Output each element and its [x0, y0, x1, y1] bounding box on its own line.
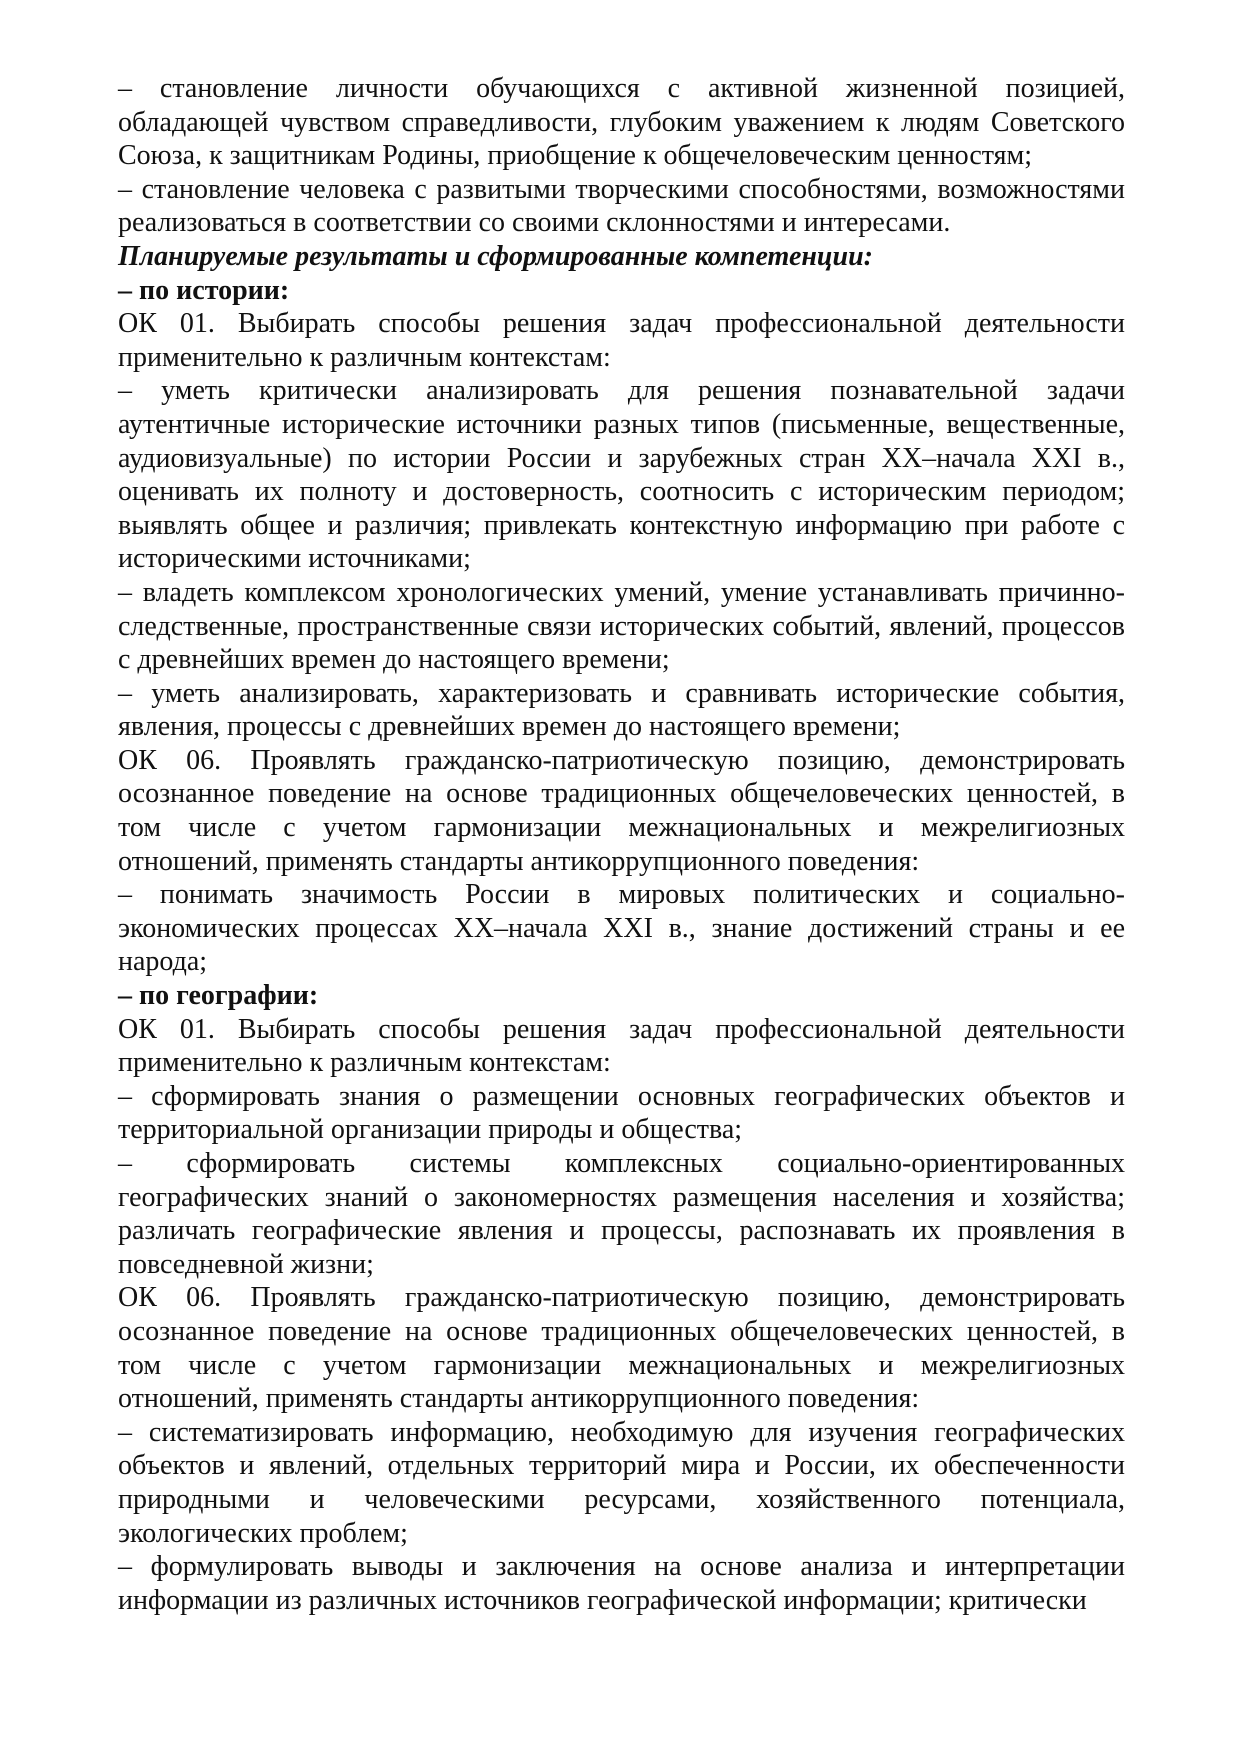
results-heading: Планируемые результаты и сформированные компетенции: — [118, 240, 873, 272]
competency-item: – уметь критически анализировать для решения познавательной задачи аутентичные исторические источники разных типов (письменные, вещественные, аудиовизуальные) по истории России и зарубежных стран XX–начала XXI в., оценивать их полноту и достоверность, соотносить с историческим периодом; выявлять общее и различия; привлекать контекстную информацию при работе с историческими источниками; — [118, 375, 1125, 575]
competency-ok06-title: ОК 06. Проявлять гражданско-патриотическую позицию, демонстрировать осознанное поведение на основе традиционных общечеловеческих ценностей, в том числе с учетом гармонизации межнациональных и межрелигиозных отношений, применять стандарты антикоррупционного поведения: — [118, 744, 1125, 877]
competency-item: – уметь анализировать, характеризовать и сравнивать исторические события, явления, процессы с древнейших времен до настоящего времени; — [118, 677, 1125, 743]
competency-ok01-title: ОК 01. Выбирать способы решения задач профессиональной деятельности применительно к различным контекстам: — [118, 1013, 1125, 1079]
competency-item: – сформировать знания о размещении основных географических объектов и территориальной организации природы и общества; — [118, 1080, 1125, 1146]
competency-item: – владеть комплексом хронологических умений, умение устанавливать причинно-следственные, пространственные связи исторических событий, явлений, процессов с древнейших времен до настоящего времени; — [118, 576, 1125, 676]
intro-item: – становление человека с развитыми творческими способностями, возможностями реализоваться в соответствии со своими склонностями и интересами. — [118, 173, 1125, 239]
competency-item: – сформировать системы комплексных социально-ориентированных географических знаний о закономерностях размещения населения и хозяйства; различать географические явления и процессы, распознавать их проявления в повседневной жизни; — [118, 1148, 1125, 1280]
competency-item: – систематизировать информацию, необходимую для изучения географических объектов и явлений, отдельных территорий мира и России, их обеспеченности природными и человеческими ресурсами, хозяйственного потенциала, экологических проблем; — [118, 1416, 1125, 1549]
document-page — [118, 72, 1125, 1617]
competency-item: – формулировать выводы и заключения на основе анализа и интерпретации информации из различных источников географической информации; критически — [118, 1551, 1125, 1616]
competency-ok01-title: ОК 01. Выбирать способы решения задач профессиональной деятельности применительно к различным контекстам: — [118, 308, 1125, 373]
geography-heading: – по географии: — [118, 980, 319, 1012]
history-heading: – по истории: — [118, 274, 290, 306]
history-section — [118, 274, 1125, 979]
intro-item: – становление личности обучающихся с активной жизненной позицией, обладающей чувством справедливости, глубоким уважением к людям Советского Союза, к защитникам Родины, приобщение к общечеловеческим ценностям; — [118, 73, 1125, 172]
competency-item: – понимать значимость России в мировых политических и социально-экономических процессах XX–начала XXI в., знание достижений страны и ее народа; — [118, 879, 1125, 978]
competency-ok06-title: ОК 06. Проявлять гражданско-патриотическую позицию, демонстрировать осознанное поведение на основе традиционных общечеловеческих ценностей, в том числе с учетом гармонизации межнациональных и межрелигиозных отношений, применять стандарты антикоррупционного поведения: — [118, 1282, 1125, 1415]
geography-section — [118, 979, 1125, 1617]
